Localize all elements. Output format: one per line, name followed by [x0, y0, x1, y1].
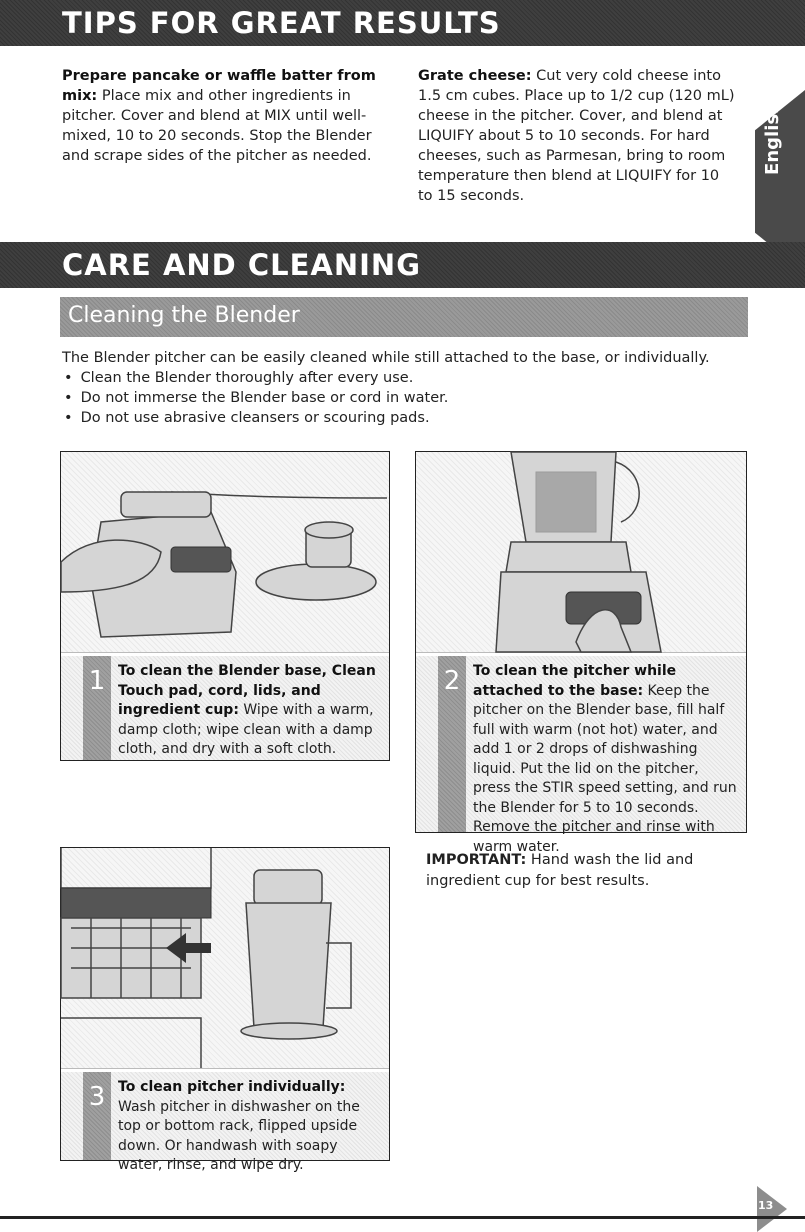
step-1-tab	[83, 656, 111, 760]
cleaning-subheading-bar	[60, 297, 748, 337]
cleaning-bullets	[62, 368, 762, 428]
tip-pancake	[62, 66, 392, 166]
step-1-illustration	[61, 452, 389, 653]
step-3-caption	[61, 1072, 389, 1173]
step-3-number: 3	[88, 1082, 106, 1112]
care-banner	[0, 242, 805, 288]
step-1-panel	[60, 451, 390, 761]
step-1-number: 1	[88, 666, 106, 696]
cleaning-bullet: • Do not immerse the Blender base or cord in water.	[62, 388, 762, 408]
important-text: Hand wash the lid and ingredient cup for best results.	[426, 852, 694, 889]
step-3-body: Wash pitcher in dishwasher on the top or bottom rack, flipped upside down. Or handwash with soapy water, rinse, and wipe dry.	[118, 1098, 360, 1173]
care-banner-title: CARE AND CLEANING	[62, 248, 421, 282]
cleaning-bullet: • Clean the Blender thoroughly after every use.	[62, 368, 762, 388]
step-3-heading: To clean pitcher individually:	[118, 1079, 346, 1095]
step-2-body: Keep the pitcher on the Blender base, fill half full with warm (not hot) water, and add 1 or 2 drops of dishwashing liquid. Put the lid on the pitcher, press the STIR speed setting, and run the Blender for 5 to 10 seconds. Remove the pitcher and rinse with warm water.	[473, 682, 737, 855]
tip-pancake-body: Place mix and other ingredients in pitcher. Cover and blend at MIX until well-mixed, 10 to 20 seconds. Stop the Blender and scrape sides of the pitcher as needed.	[62, 88, 372, 164]
step-2-panel	[415, 451, 747, 855]
tips-banner	[0, 0, 805, 46]
cleaning-intro-text: The Blender pitcher can be easily cleaned while still attached to the base, or individually.	[62, 350, 710, 366]
important-note	[426, 850, 746, 892]
step-3-illustration	[61, 848, 389, 1069]
cleaning-bullet: • Do not use abrasive cleansers or scouring pads.	[62, 408, 762, 428]
tip-cheese	[418, 66, 736, 206]
step-2-heading: To clean the pitcher while attached to the base:	[473, 663, 677, 699]
tip-cheese-body: Cut very cold cheese into 1.5 cm cubes. Place up to 1/2 cup (120 mL) cheese in the pitcher. Cover, and blend at LIQUIFY about 5 to 10 seconds. For hard cheeses, such as Parmesan, bring to room temperature then blend at LIQUIFY for 10 to 15 seconds.	[418, 68, 735, 204]
tip-cheese-heading: Grate cheese:	[418, 68, 532, 84]
step-3-panel	[60, 847, 390, 1173]
step-2-caption	[416, 656, 746, 855]
important-label: IMPORTANT:	[426, 852, 527, 868]
step-3-tab	[83, 1072, 111, 1160]
step-2-illustration	[416, 452, 746, 653]
step-2-number: 2	[443, 666, 461, 696]
bottom-rule	[0, 1216, 805, 1219]
step-1-body: Wipe with a warm, damp cloth; wipe clean with a damp cloth, and dry with a soft cloth.	[118, 702, 374, 757]
step-2-text	[473, 662, 738, 857]
tips-banner-title: TIPS FOR GREAT RESULTS	[62, 6, 501, 40]
step-3-text	[118, 1078, 381, 1176]
language-tab-label: English	[762, 101, 783, 175]
page-number: 13	[758, 1199, 774, 1212]
tip-pancake-heading: Prepare pancake or waffle batter from mix:	[62, 68, 376, 104]
step-1-text	[118, 662, 381, 760]
cleaning-intro	[62, 348, 762, 428]
step-1-heading: To clean the Blender base, Clean Touch pad, cord, lids, and ingredient cup:	[118, 663, 376, 718]
step-1-caption	[61, 656, 389, 760]
step-2-tab	[438, 656, 466, 832]
cleaning-subheading: Cleaning the Blender	[68, 303, 300, 328]
